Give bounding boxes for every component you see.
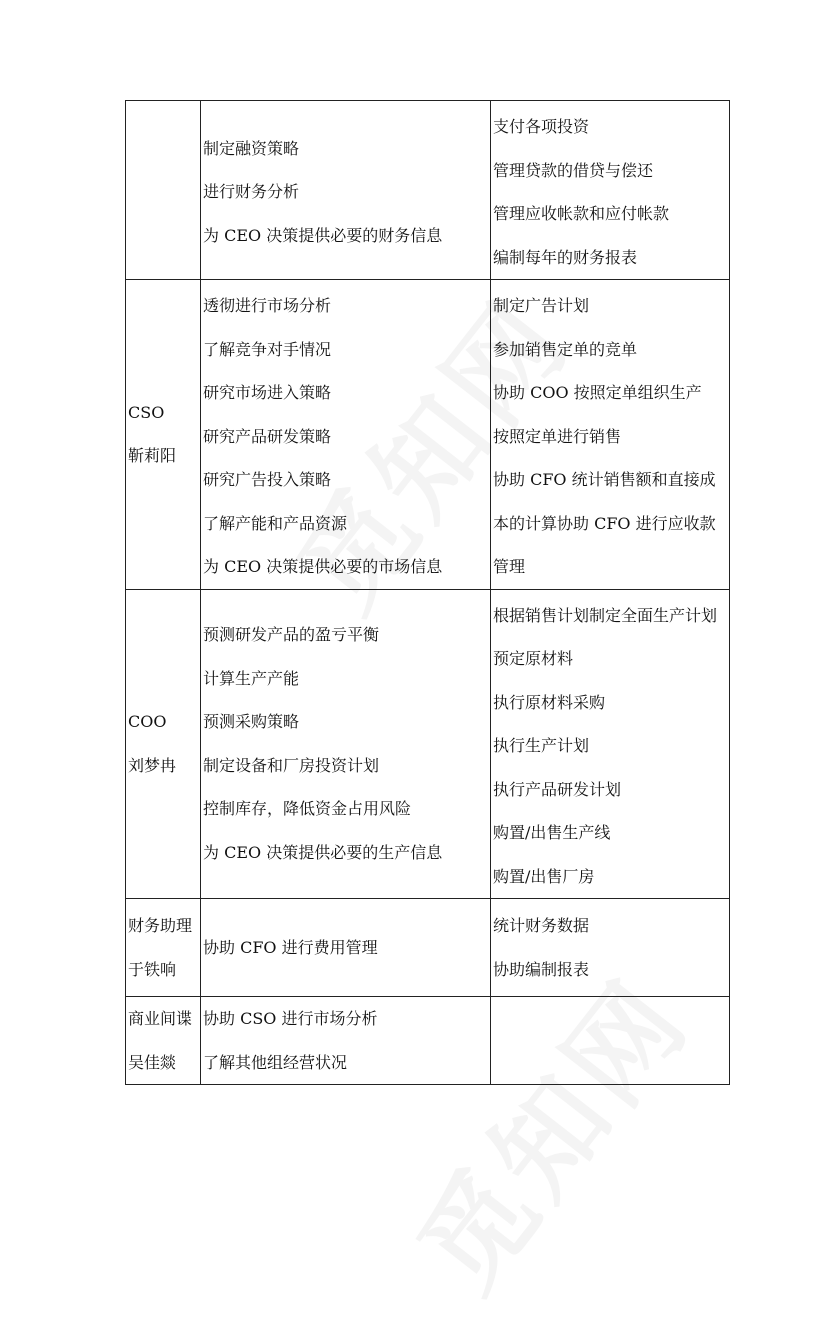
responsibility-table xyxy=(125,100,730,1085)
role-title: CSO xyxy=(128,402,165,422)
task-item: 支付各项投资 xyxy=(493,117,590,136)
task-item: 执行生产计划 xyxy=(493,736,590,755)
responsibilities-cell xyxy=(201,997,491,1085)
tasks-cell xyxy=(491,899,730,997)
task-item: 编制每年的财务报表 xyxy=(493,247,638,267)
task-item: 制定广告计划 xyxy=(493,296,590,315)
responsibilities-cell xyxy=(201,589,491,899)
role-person: 刘梦冉 xyxy=(128,755,177,775)
responsibilities-cell xyxy=(201,280,491,590)
role-title: COO xyxy=(128,712,167,732)
responsibility-item: 制定融资策略 xyxy=(203,138,300,158)
task-item: 管理 xyxy=(493,557,526,576)
responsibility-item: 透彻进行市场分析 xyxy=(203,296,332,315)
responsibility-item: 了解其他组经营状况 xyxy=(203,1052,348,1072)
responsibilities-cell xyxy=(201,899,491,997)
role-cell xyxy=(126,280,201,590)
responsibility-item: 预测研发产品的盈亏平衡 xyxy=(203,625,380,645)
responsibility-item: 为 CEO 决策提供必要的市场信息 xyxy=(203,557,443,576)
task-item: 执行原材料采购 xyxy=(493,692,606,712)
task-item: 协助 COO 按照定单组织生产 xyxy=(493,383,702,402)
responsibility-item: 了解产能和产品资源 xyxy=(203,513,348,533)
table-row xyxy=(126,997,730,1085)
task-item: 管理贷款的借贷与偿还 xyxy=(493,160,654,180)
table-row xyxy=(126,280,730,590)
role-person: 靳莉阳 xyxy=(128,446,177,466)
responsibilities-cell xyxy=(201,101,491,280)
role-person: 于铁响 xyxy=(128,959,177,979)
responsibility-item: 计算生产产能 xyxy=(203,668,300,688)
role-cell xyxy=(126,899,201,997)
task-item: 购置/出售生产线 xyxy=(493,823,611,842)
responsibility-item: 研究广告投入策略 xyxy=(203,470,332,489)
responsibility-item: 控制库存，降低资金占用风险 xyxy=(203,799,412,819)
tasks-cell xyxy=(491,589,730,899)
task-item: 按照定单进行销售 xyxy=(493,426,622,446)
table-row xyxy=(126,101,730,280)
responsibility-item: 协助 CSO 进行市场分析 xyxy=(203,1009,378,1028)
tasks-cell xyxy=(491,997,730,1085)
role-cell xyxy=(126,101,201,280)
task-item: 协助 CFO 统计销售额和直接成 xyxy=(493,470,716,489)
table-row xyxy=(126,899,730,997)
role-cell xyxy=(126,589,201,899)
responsibility-item: 进行财务分析 xyxy=(203,182,300,202)
task-item: 统计财务数据 xyxy=(493,916,590,935)
responsibility-item: 了解竞争对手情况 xyxy=(203,339,332,359)
task-item: 参加销售定单的竞单 xyxy=(493,339,638,359)
task-item: 预定原材料 xyxy=(493,649,574,668)
table-row xyxy=(126,589,730,899)
role-title: 财务助理 xyxy=(128,916,193,935)
responsibility-item: 研究产品研发策略 xyxy=(203,426,332,446)
role-cell xyxy=(126,997,201,1085)
tasks-cell xyxy=(491,280,730,590)
task-item: 本的计算协助 CFO 进行应收款 xyxy=(493,513,716,533)
responsibility-item: 制定设备和厂房投资计划 xyxy=(203,755,380,775)
responsibility-item: 预测采购策略 xyxy=(203,712,300,732)
responsibility-item: 为 CEO 决策提供必要的生产信息 xyxy=(203,842,443,862)
responsibility-item: 为 CEO 决策提供必要的财务信息 xyxy=(203,225,443,245)
responsibility-item: 协助 CFO 进行费用管理 xyxy=(203,937,378,957)
task-item: 购置/出售厂房 xyxy=(493,866,595,886)
role-title: 商业间谍 xyxy=(128,1009,193,1028)
task-item: 执行产品研发计划 xyxy=(493,779,622,799)
task-item: 根据销售计划制定全面生产计划 xyxy=(493,605,718,625)
task-item: 管理应收帐款和应付帐款 xyxy=(493,204,670,223)
responsibility-item: 研究市场进入策略 xyxy=(203,383,332,402)
role-person: 吴佳燚 xyxy=(128,1052,177,1072)
tasks-cell xyxy=(491,101,730,280)
task-item: 协助编制报表 xyxy=(493,959,590,979)
